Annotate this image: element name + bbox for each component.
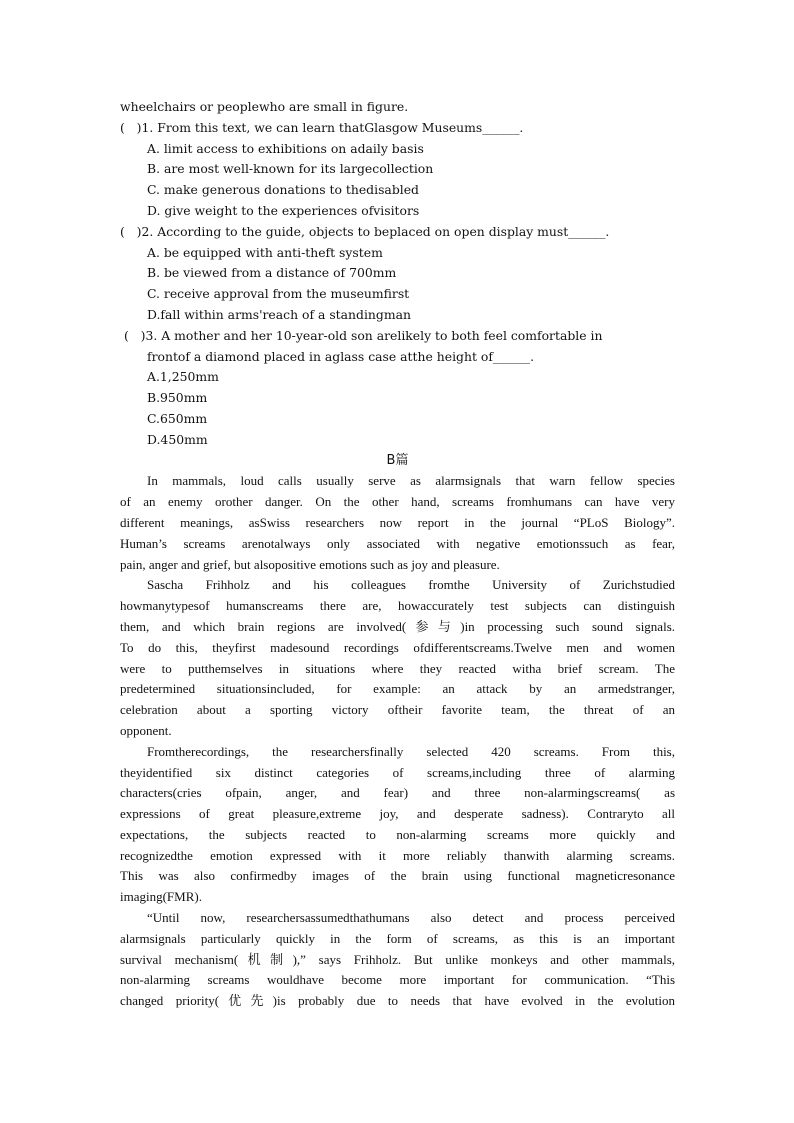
text-line: survival mechanism(机制),” says Frihholz. But unlike monkeys and other mammals,: [120, 951, 675, 967]
question-stem: ( )3. A mother and her 10-year-old son arelikely to both feel comfortable in: [124, 327, 603, 343]
text-line: were to putthemselves in situations where they reacted witha brief scream. The: [120, 660, 675, 676]
question-2: [120, 222, 675, 326]
option-a: A.1,250mm: [147, 369, 219, 385]
text-line: pain, anger and grief, but alsopositive emotions such as joy and pleasure.: [120, 556, 500, 572]
paragraph-2: [120, 575, 675, 741]
question-stem: ( )2. According to the guide, objects to beplaced on open display must______.: [120, 223, 610, 239]
option-b: B. be viewed from a distance of 700mm: [147, 265, 397, 281]
text-line: Sascha Frihholz and his colleagues fromthe University of Zurichstudied: [147, 577, 675, 593]
text-line: predetermined situationsincluded, for example: an attack by an armedstranger,: [120, 681, 675, 697]
text-line: celebration about a sporting victory oftheir favorite team, the threat of an: [120, 702, 675, 718]
text-line: Fromtherecordings, the researchersfinally selected 420 screams. From this,: [147, 743, 675, 759]
text-line: recognizedthe emotion expressed with it more reliably thanwith alarming screams.: [120, 847, 675, 863]
text-line: This was also confirmedby images of the brain using functional magneticresonance: [120, 868, 675, 884]
text-line: imaging(FMR).: [120, 889, 202, 905]
section-title: B篇: [386, 452, 409, 468]
text-line: theyidentified six distinct categories of screams,including three of alarming: [120, 764, 675, 780]
text-line: howmanytypesof humanscreams there are, howaccurately test subjects can distinguish: [120, 598, 675, 614]
text-line: To do this, theyfirst madesound recordings ofdifferentscreams.Twelve men and women: [120, 639, 675, 655]
text-line: changed priority(优先)is probably due to needs that have evolved in the evolution: [120, 993, 675, 1009]
question-stem-continued: frontof a diamond placed in aglass case atthe height of______.: [147, 348, 535, 364]
text-line: opponent.: [120, 722, 172, 738]
paragraph-4: [120, 908, 675, 1012]
document-page: [120, 97, 675, 1012]
option-c: C.650mm: [147, 410, 208, 426]
text-line: different meanings, asSwiss researchers now report in the journal “PLoS Biology”.: [120, 514, 675, 530]
text-line: non-alarming screams wouldhave become more important for communication. “This: [120, 972, 675, 988]
option-b: B.950mm: [147, 390, 208, 406]
option-c: C. receive approval from the museumfirst: [147, 286, 410, 302]
question-stem: ( )1. From this text, we can learn thatGlasgow Museums______.: [120, 119, 524, 135]
question-1: [120, 118, 675, 222]
paragraph-1: [120, 471, 675, 575]
option-c: C. make generous donations to thedisabled: [147, 182, 419, 198]
option-b: B. are most well-known for its largecollection: [147, 161, 434, 177]
text-line: expectations, the subjects reacted to non-alarming screams more quickly and: [120, 826, 675, 842]
text-line: expressions of great pleasure,extreme joy, and desperate sadness). Contraryto all: [120, 806, 675, 822]
text-line: “Until now, researchersassumedthathumans also detect and process perceived: [147, 910, 675, 926]
text-line: them, and which brain regions are involved(参与)in processing such sound signals.: [120, 618, 675, 634]
paragraph-3: [120, 742, 675, 908]
text-line: of an enemy orother danger. On the other hand, screams fromhumans can have very: [120, 494, 675, 510]
option-d: D.450mm: [147, 431, 208, 447]
text-line: alarmsignals particularly quickly in the form of screams, as this is an important: [120, 930, 675, 946]
option-a: A. limit access to exhibitions on adaily basis: [147, 140, 424, 156]
option-d: D. give weight to the experiences ofvisitors: [147, 202, 420, 218]
text-line: characters(cries ofpain, anger, and fear) and three non-alarmingscreams( as: [120, 785, 675, 801]
text-line: In mammals, loud calls usually serve as alarmsignals that warn fellow species: [147, 473, 675, 489]
text-line: Human’s screams arenotalways only associated with negative emotionssuch as fear,: [120, 535, 675, 551]
question-3: [120, 326, 675, 451]
continuation-line: wheelchairs or peoplewho are small in figure.: [120, 99, 409, 114]
option-d: D.fall within arms'reach of a standingman: [147, 306, 411, 322]
option-a: A. be equipped with anti-theft system: [147, 244, 383, 260]
